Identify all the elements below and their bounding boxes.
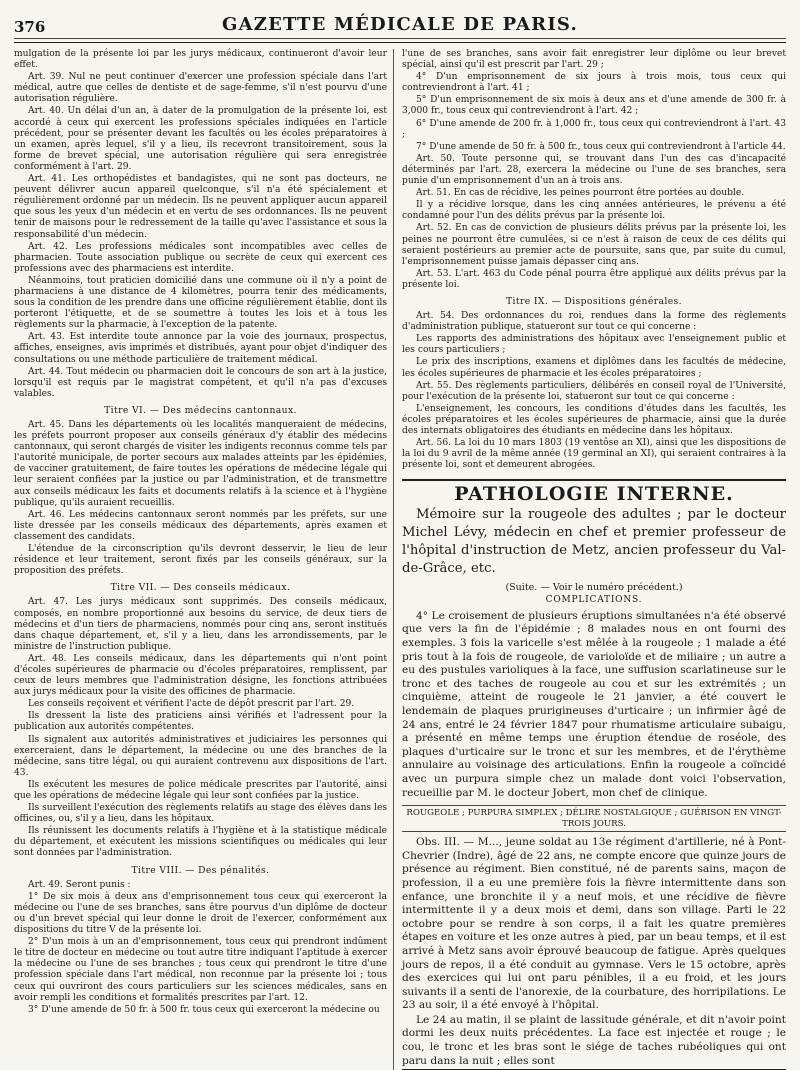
article-paragraph: Art. 44. Tout médecin ou pharmacien doit le concours de son art à la justice, lorsqu'il est requis par le magistrat compétent, et qu'il n'a pas d'excuses valables. — [14, 366, 387, 399]
two-column-body — [14, 49, 786, 1070]
article-paragraph: Ils réunissent les documents relatifs à l'hygiène et à la statistique médicale du département, et exécutent les missions scientifiques ou médicales qui leur sont données par l'administration. — [14, 826, 387, 859]
article-paragraph: Art. 43. Est interdite toute annonce par la voie des journaux, prospectus, affiches, enseignes, avis imprimés et distribués, ayant pour objet d'indiquer des consultations ou une méthode particulière de traitement médical. — [14, 332, 387, 365]
article-paragraph: Les conseils reçoivent et vérifient l'acte de dépôt prescrit par l'art. 29. — [28, 699, 355, 710]
article-paragraph: Art. 50. Toute personne qui, se trouvant dans l'un des cas d'incapacité déterminés par l'art. 28, exercera la médecine ou l'une de ses branches, sera punie d'un emprisonnement d'un an à trois ans. — [402, 153, 786, 187]
right-column — [394, 49, 786, 1070]
article-paragraph: 2° D'un mois à un an d'emprisonnement, tous ceux qui prendront indûment le titre de docteur en médecine ou tout autre titre indiquant l'aptitude à exercer la médecine ou l'une de ses branches ; tous ceux qui prendront le titre d'une profession spéciale dans l'art médical, non reconnue par la présente loi ; tous ceux qui ouvriront des cours particuliers sur les sciences médicales, sans en avoir rempli les conditions et formalités prescrites par l'art. 12. — [14, 937, 387, 1003]
observation-paragraph: Obs. III. — M..., jeune soldat au 13e régiment d'artillerie, né à Pont-Chevrier (Indre), âgé de 22 ans, ne compte encore que quinze jours de présence au régiment. Bien constitué, né de parents sains, maçon de profession, il a eu une première fois la fièvre intermittente dans son enfance, une bronchite il y a neuf mois, et une récidive de fièvre intermittente il y a deux mois et demi, dans son village. Parti le 22 octobre pour se rendre à son corps, il a fait les quatre premières étapes en voiture et les onze autres à pied, par un beau temps, et il est arrivé à Metz sans avoir éprouvé beaucoup de fatigue. Après quelques jours de repos, il a été conduit au gymnase. Vers le 15 octobre, après des exercices qui lui ont paru pénibles, il a eu froid, et les jours suivants il a senti de l'anorexie, de la courbature, des horripilations. Le 23 au soir, il a été envoyé à l'hôpital. — [402, 836, 786, 1012]
article-paragraph: L'étendue de la circonscription qu'ils devront desservir, le lieu de leur résidence et leur traitement, seront fixés par les conseils généraux, sur la proposition des préfets. — [14, 544, 387, 577]
memoir-title: Mémoire sur la rougeole des adultes ; par le docteur Michel Lévy, médecin en chef et premier professeur de l'hôpital d'instruction de Metz, ancien professeur du Val-de-Grâce, etc. — [402, 507, 786, 576]
article-paragraph: Ils signalent aux autorités administratives et judiciaires les personnes qui exerceraient, dans le département, la médecine ou une des branches de la médecine, sans titre légal, ou qui auraient contrevenu aux dispositions de l'art. 43. — [14, 734, 387, 778]
article-paragraph: Ils exécutent les mesures de police médicale prescrites par l'autorité, ainsi que les opérations de médecine légale qui leur sont confiées par la justice. — [14, 779, 387, 801]
journal-title: GAZETTE MÉDICALE DE PARIS. — [222, 14, 578, 35]
observation-paragraph: Le 24 au matin, il se plaint de lassitude générale, et dit n'avoir point dormi les deux nuits précédentes. La face est injectée et rouge ; le cou, le tronc et les bras sont le siége de taches rubéoliques qui ont paru dans la nuit ; elles sont — [402, 1013, 786, 1067]
pathologie-interne-section — [402, 479, 786, 1070]
section-heading: Titre VII. — Des conseils médicaux. — [110, 582, 291, 594]
article-paragraph: Art. 48. Les conseils médicaux, dans les départements qui n'ont point d'écoles supérieures de pharmacie ou d'écoles préparatoires, remplissent, par ceux de leurs membres que l'administration désigne, les fonctions attribuées aux jurys médicaux pour la visite des officines de pharmacie. — [14, 653, 387, 698]
article-paragraph: 4° D'un emprisonnement de six jours à trois mois, tous ceux qui contreviendront à l'art. 41 ; — [402, 72, 786, 94]
article-paragraph: Art. 56. La loi du 10 mars 1803 (19 ventôse an XI), ainsi que les dispositions de la loi du 9 avril de la même année (19 germinal an XI), qui seraient contraires à la présente loi, sont et demeurent abrogées. — [402, 438, 786, 471]
article-paragraph: Art. 46. Les médecins cantonnaux seront nommés par les préfets, sur une liste dressée par les conseils médicaux des départements, après examen et classement des candidats. — [14, 509, 387, 542]
article-paragraph: L'enseignement, les concours, les conditions d'études dans les facultés, les écoles préparatoires et les écoles supérieures de pharmacie, ainsi que la durée des internats obligatoires des étudiants en médecine dans les hôpitaux. — [402, 403, 786, 436]
article-paragraph: 5° D'un emprisonnement de six mois à deux ans et d'une amende de 300 fr. à 3,000 fr., tous ceux qui contreviendront à l'art. 42 ; — [402, 95, 786, 117]
article-paragraph: 3° D'une amende de 50 fr. à 500 fr. tous ceux qui exerceront la médecine ou — [28, 1004, 380, 1015]
article-paragraph: Les rapports des administrations des hôpitaux avec l'enseignement public et les cours particuliers ; — [402, 334, 786, 356]
article-paragraph: Le prix des inscriptions, examens et diplômes dans les facultés de médecine, les écoles supérieures de pharmacie et les écoles préparatoires ; — [402, 357, 786, 379]
article-paragraph: Ils dressent la liste des praticiens ainsi vérifiés et l'adressent pour la publication aux autorités compétentes. — [14, 711, 387, 733]
article-paragraph: Art. 45. Dans les départements où les localités manqueraient de médecins, les préfets pourront proposer aux conseils généraux d'y établir des médecins cantonnaux, qui seront chargés de visiter les indigents reconnus comme tels par l'autorité municipale, de porter secours aux malades atteints par les épidémies, de vacciner gratuitement, de faire toutes les opérations de médecine légale qui leur seraient confiées par la justice ou par l'administration, et de transmettre aux conseils médicaux les faits et documents relatifs à la science et à l'hygiène publique, qu'ils auraient recueillis. — [14, 420, 387, 508]
suite-note: (Suite. — Voir le numéro précédent.) — [505, 581, 683, 593]
page-number: 376 — [14, 18, 46, 36]
article-paragraph: Art. 54. Des ordonnances du roi, rendues dans la forme des règlements d'administration publique, statueront sur tout ce qui concerne : — [402, 311, 786, 333]
complications-heading: COMPLICATIONS. — [545, 594, 643, 605]
article-paragraph: l'une de ses branches, sans avoir fait enregistrer leur diplôme ou leur brevet spécial, ainsi qu'il est prescrit par l'art. 29 ; — [402, 49, 786, 71]
law-continuation — [402, 49, 786, 471]
article-paragraph: Néanmoins, tout praticien domicilié dans une commune où il n'y a point de pharmaciens à une distance de 4 kilomètres, pourra tenir des médicaments, sous la condition de les prendre dans une officine régulièrement établie, dont ils porteront l'étiquette, et de se soumettre à toutes les lois et à tous les règlements sur la pharmacie, à l'exception de la patente. — [14, 275, 387, 331]
header-rule — [14, 38, 786, 39]
article-paragraph: Art. 47. Les jurys médicaux sont supprimés. Des conseils médicaux, composés, en nombre proportionné aux besoins du service, de deux tiers de médecins et d'un tiers de pharmaciens, nommés pour cinq ans, seront institués dans chaque département, et, s'il y a lieu, dans les arrondissements, par le ministre de l'instruction publique. — [14, 597, 387, 652]
article-paragraph: Art. 40. Un délai d'un an, à dater de la promulgation de la présente loi, est accordé à ceux qui exercent les professions spéciales indiquées en l'article précédent, pour se présenter devant les facultés ou les écoles préparatoires à un examen, après lequel, s'il y a lieu, ils recevront transitoirement, sous la forme de brevet spécial, une autorisation régulière qui sera enregistrée conformément à l'art. 29. — [14, 106, 387, 172]
article-paragraph: 7° D'une amende de 50 fr. à 500 fr., tous ceux qui contreviendront à l'article 44. — [416, 141, 786, 152]
observation-title: ROUGEOLE ; PURPURA SIMPLEX ; DÉLIRE NOSTALGIQUE ; GUÉRISON EN VINGT-TROIS JOURS. — [402, 805, 786, 832]
article-paragraph: Art. 42. Les professions médicales sont incompatibles avec celles de pharmacien. Toute association publique ou secrète de ceux qui exercent ces professions avec des pharmaciens est interdite. — [14, 241, 387, 274]
article-paragraph: Il y a récidive lorsque, dans les cinq années antérieures, le prévenu a été condamné pour l'un des délits prévus par la présente loi. — [402, 200, 786, 222]
section-heading: Titre VIII. — Des pénalités. — [131, 864, 270, 876]
section-title: PATHOLOGIE INTERNE. — [454, 483, 734, 506]
article-paragraph: mulgation de la présente loi par les jurys médicaux, continueront d'avoir leur effet. — [14, 49, 387, 71]
article-paragraph: 1° De six mois à deux ans d'emprisonnement tous ceux qui exerceront la médecine ou l'une de ses branches, sans être pourvus d'un diplôme de docteur ou d'un brevet spécial qui leur donne le droit de l'exercer, conformément aux dispositions du titre V de la présente loi. — [14, 891, 387, 936]
running-head — [14, 8, 786, 43]
article-paragraph: Art. 53. L'art. 463 du Code pénal pourra être appliqué aux délits prévus par la présente loi. — [402, 268, 786, 290]
left-column — [14, 49, 394, 1070]
observation-body — [402, 836, 786, 1068]
article-paragraph: Ils surveillent l'exécution des règlements relatifs au stage des élèves dans les officines, ou, s'il y a lieu, dans les hôpitaux. — [14, 803, 387, 825]
section-heading: Titre VI. — Des médecins cantonnaux. — [104, 404, 297, 416]
article-paragraph: Art. 51. En cas de récidive, les peines pourront être portées au double. — [416, 188, 745, 199]
section-heading: Titre IX. — Dispositions générales. — [506, 295, 682, 307]
article-paragraph: Art. 41. Les orthopédistes et bandagistes, qui ne sont pas docteurs, ne peuvent délivrer aucun appareil quelconque, s'il n'a été spécialement et régulièrement ordonné par un médecin. Ils ne peuvent appliquer aucun appareil que sous les yeux d'un médecin et en vertu de ses ordonnances. Ils ne peuvent tenir de maisons pour le redressement de la taille qu'avec l'assistance et sous la responsabilité d'un médecin. — [14, 174, 387, 240]
article-paragraph: Art. 55. Des règlements particuliers, délibérés en conseil royal de l'Université, pour l'exécution de la présente loi, statueront sur tout ce qui concerne : — [402, 380, 786, 402]
article-paragraph: Art. 49. Seront punis : — [28, 879, 131, 890]
article-paragraph: 6° D'une amende de 200 fr. à 1,000 fr., tous ceux qui contreviendront à l'art. 43 ; — [402, 118, 786, 140]
complications-paragraph: 4° Le croisement de plusieurs éruptions simultanées n'a été observé que vers la fin de l'épidémie ; 8 malades nous en ont fourni des exemples. 3 fois la varicelle s'est mêlée à la rougeole ; 1 malade a été pris tout à la fois de rougeole, de varioloïde et de miliaire ; un autre a eu des pustules varioliques à la face, une suffusion scarlatineuse sur le tronc et des taches de rougeole au cou et sur les extrémités ; un cinquième, atteint de rougeole le 21 janvier, a été couvert le lendemain de plaques prurigineuses d'urticaire ; un infirmier âgé de 24 ans, entré le 24 février 1847 pour rhumatisme articulaire subaigu, a présenté en même temps une éruption étendue de roséole, des plaques d'urticaire sur le tronc et sur les membres, et de l'érythème annulaire au voisinage des articulations. Enfin la rougeole a coïncidé avec un purpura simple chez un malade dont voici l'observation, recueillie par M. le docteur Jobert, mon chef de clinique. — [402, 609, 786, 799]
article-paragraph: Art. 52. En cas de conviction de plusieurs délits prévus par la présente loi, les peines ne pourront être cumulées, si ce n'est à raison de ceux de ces délits qui seraient postérieurs au premier acte de poursuite, sans que, par suite du cumul, l'emprisonnement puisse jamais dépasser cinq ans. — [402, 223, 786, 267]
article-paragraph: Art. 39. Nul ne peut continuer d'exercer une profession spéciale dans l'art médical, autre que celles de dentiste et de sage-femme, s'il n'est pourvu d'une autorisation régulière. — [14, 72, 387, 105]
